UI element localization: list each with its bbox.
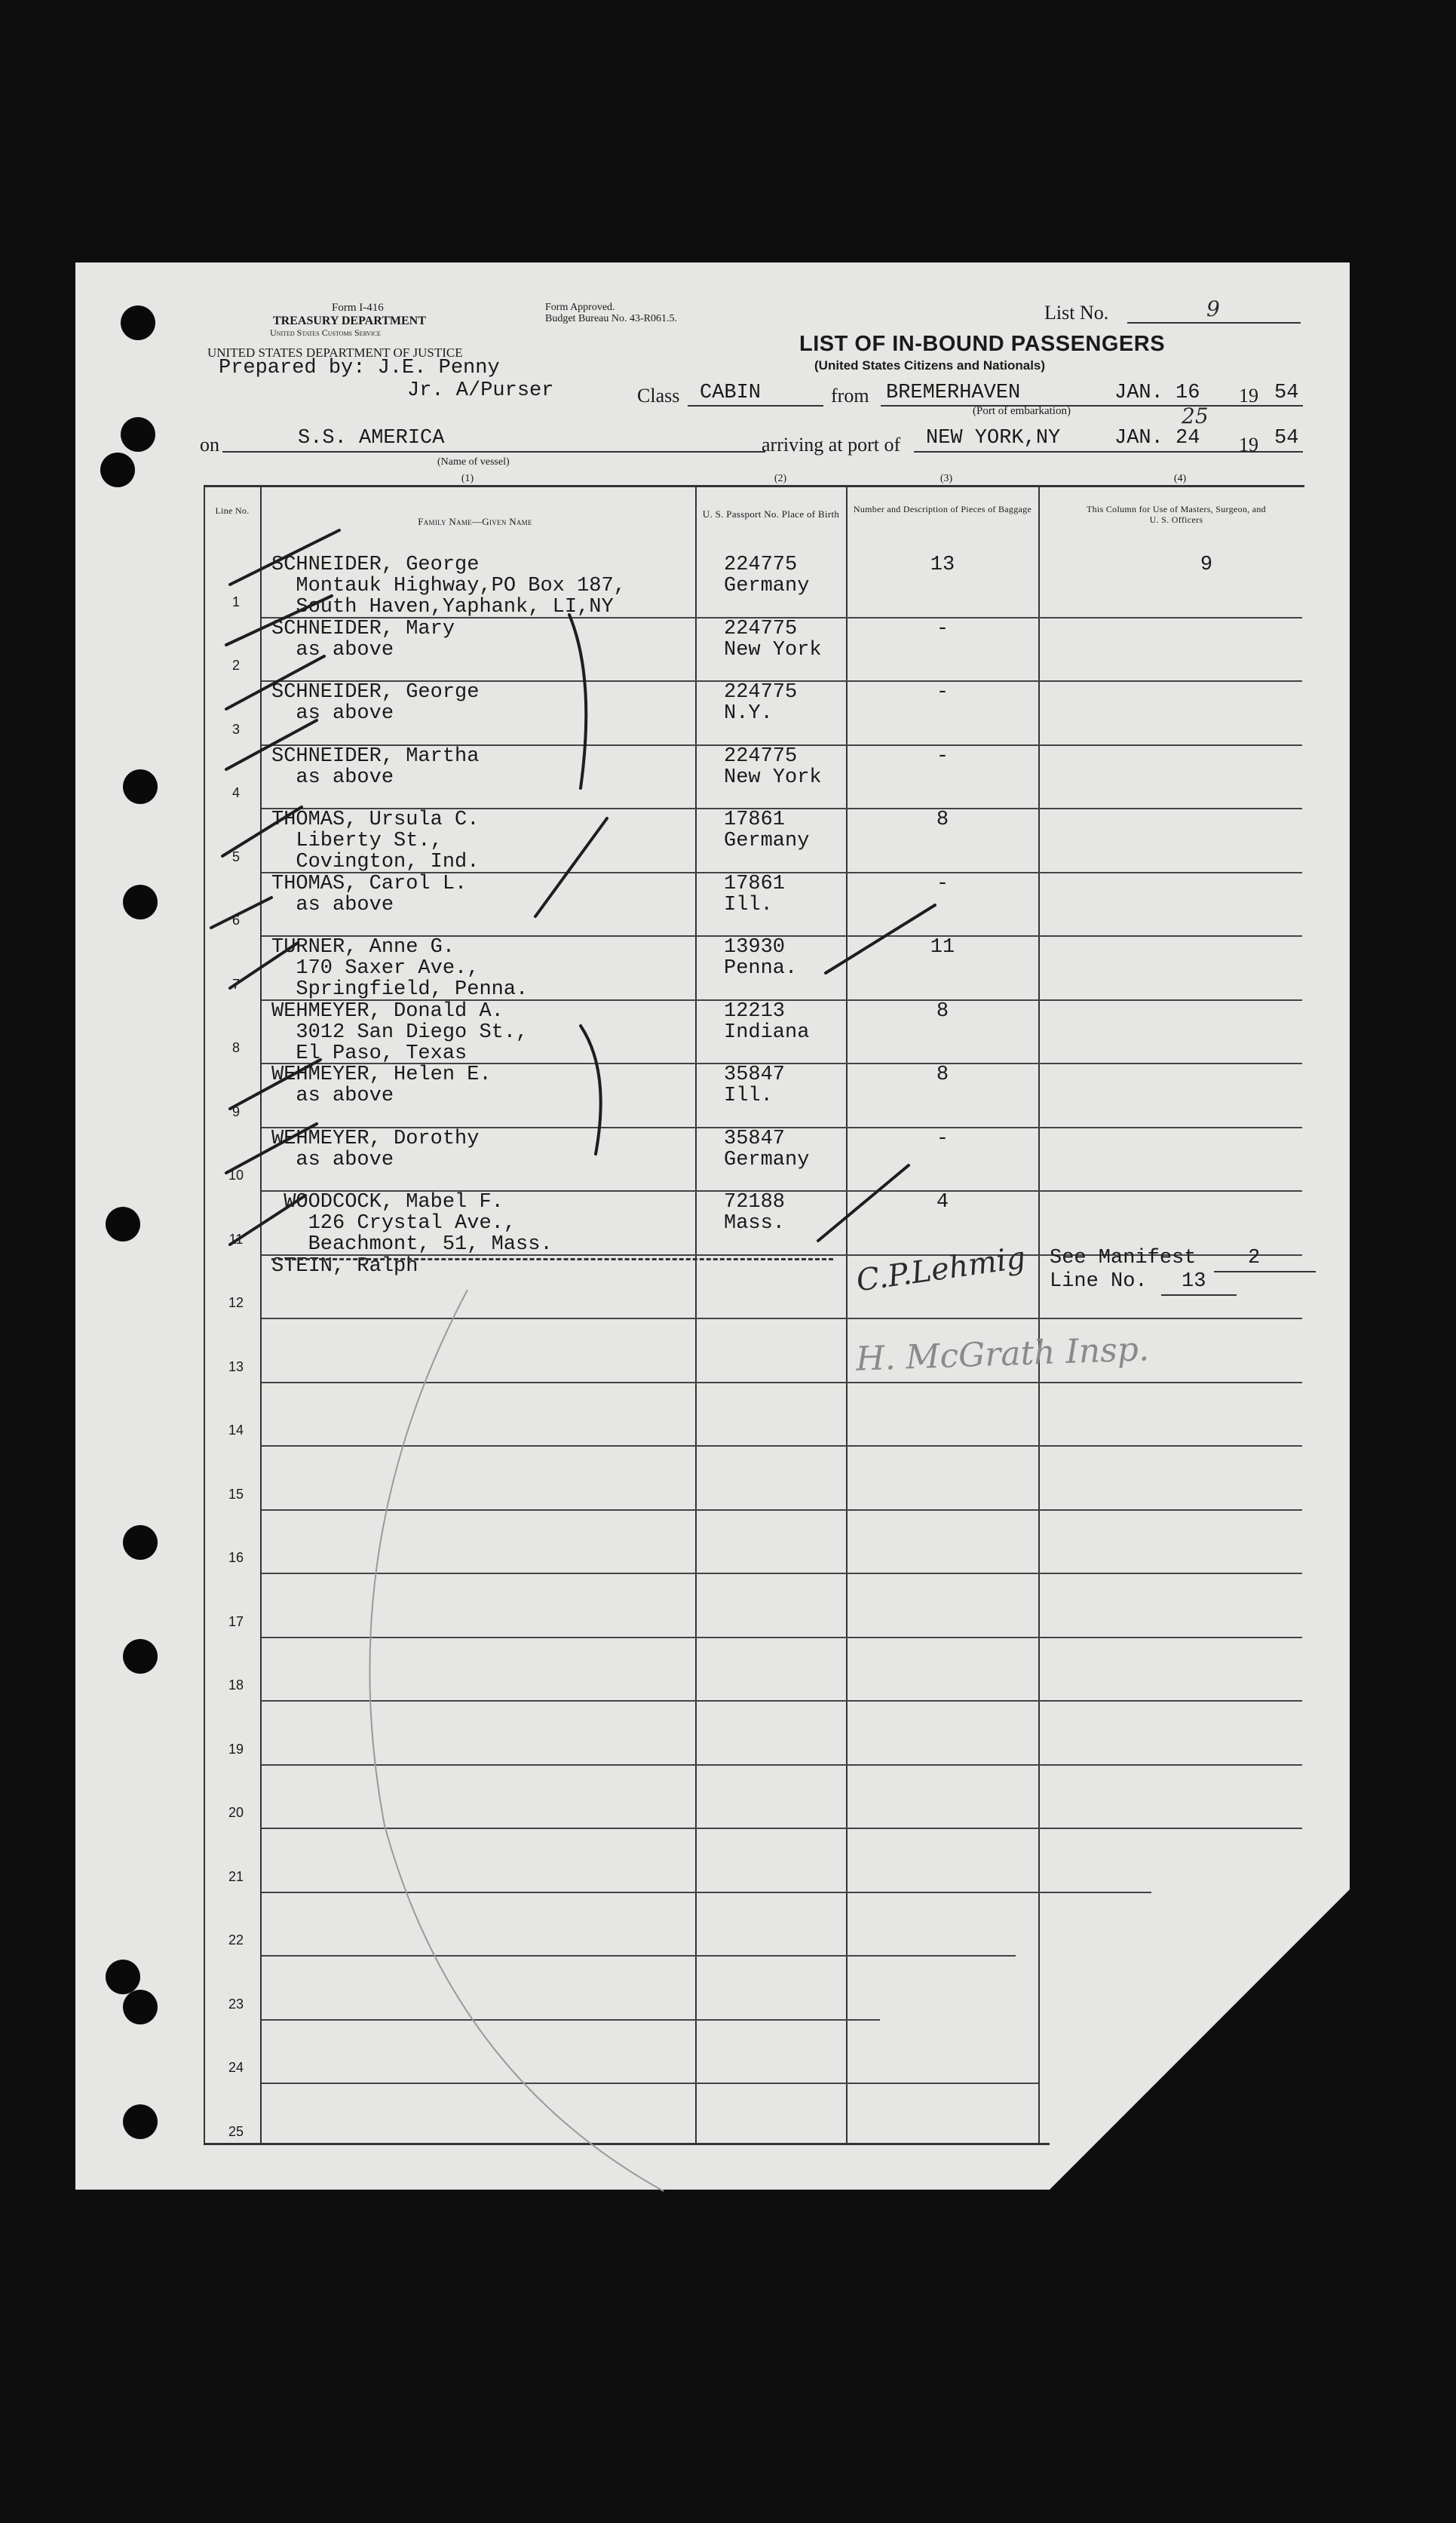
line-number: 1 xyxy=(231,594,240,609)
line-number: 12 xyxy=(228,1295,244,1310)
passenger-name: SCHNEIDER, George Montauk Highway,PO Box 187, South Haven,Yaphank, LI,NY xyxy=(271,554,626,618)
check-stroke xyxy=(222,807,302,856)
arrival-date: JAN. 24 xyxy=(1114,427,1200,450)
arrival-year-prefix: 19 xyxy=(1239,434,1258,456)
manifest-line-value: 13 xyxy=(1182,1270,1206,1293)
line-number: 11 xyxy=(228,1231,244,1247)
passport-birthplace: 13930 Penna. xyxy=(724,936,798,980)
col-head-officers: This Column for Use of Masters, Surgeon, and U. S. Officers xyxy=(1087,504,1266,525)
vessel-note: (Name of vessel) xyxy=(437,456,510,468)
arrival-year: 54 xyxy=(1274,427,1299,450)
line-number: 5 xyxy=(231,849,240,864)
bracket-stroke xyxy=(581,1026,601,1154)
check-stroke xyxy=(226,656,324,709)
passport-birthplace: 12213 Indiana xyxy=(724,999,810,1044)
budget-bureau: Budget Bureau No. 43-R061.5. xyxy=(545,313,677,324)
faint-arc xyxy=(369,1290,664,2191)
justice-dept: UNITED STATES DEPARTMENT OF JUSTICE xyxy=(207,345,463,360)
line-number: 10 xyxy=(228,1168,244,1183)
baggage-count: - xyxy=(936,1127,949,1150)
check-stroke xyxy=(230,530,339,585)
embark-year-prefix: 19 xyxy=(1239,385,1258,407)
check-stroke xyxy=(230,943,298,988)
check-stroke xyxy=(211,898,271,928)
line-number: 13 xyxy=(228,1358,244,1374)
line-number: 3 xyxy=(231,721,240,737)
check-stroke xyxy=(226,1124,317,1173)
arrival-date-correction: 25 xyxy=(1182,404,1209,428)
passport-birthplace: 224775 Germany xyxy=(724,554,810,597)
class-label: Class xyxy=(637,385,680,407)
check-stroke xyxy=(226,596,332,645)
class-value: CABIN xyxy=(700,382,762,404)
check-stroke xyxy=(230,1196,305,1245)
passenger-name: WEHMEYER, Helen E. as above xyxy=(271,1064,492,1107)
line-number: 8 xyxy=(231,1040,240,1055)
passenger-name: SCHNEIDER, Martha as above xyxy=(271,744,480,789)
passport-birthplace: 224775 N.Y. xyxy=(724,681,798,725)
baggage-count: - xyxy=(936,617,949,640)
bracket-stroke xyxy=(535,818,607,916)
baggage-count: 11 xyxy=(930,936,955,959)
line-number: 16 xyxy=(228,1550,244,1565)
see-manifest-value: 2 xyxy=(1248,1247,1261,1269)
line-number: 2 xyxy=(231,658,240,673)
signature-inspector-1: C.P.Lehmig xyxy=(854,1240,1028,1299)
baggage-count: 8 xyxy=(936,999,949,1023)
passport-birthplace: 35847 Germany xyxy=(724,1127,810,1171)
from-label: from xyxy=(831,385,869,407)
col-num-1: (1) xyxy=(461,473,474,484)
line-number: 17 xyxy=(228,1613,244,1629)
passport-birthplace: 17861 Germany xyxy=(724,809,810,852)
signature-inspector-2: H. McGrath Insp. xyxy=(855,1330,1150,1379)
list-no-value: 9 xyxy=(1206,296,1220,321)
check-stroke xyxy=(826,905,935,973)
passenger-name: TURNER, Anne G. 170 Saxer Ave., Springfield, Penna. xyxy=(271,936,529,1001)
passenger-name: THOMAS, Ursula C. Liberty St., Covington, Ind. xyxy=(271,809,480,873)
line-number: 22 xyxy=(228,1932,244,1947)
bracket-stroke xyxy=(569,615,586,788)
line-number: 24 xyxy=(228,2060,244,2075)
arriving-label: arriving at port of xyxy=(762,434,901,456)
passenger-name: THOMAS, Carol L. as above xyxy=(271,872,467,916)
form-number: Form I-416 xyxy=(332,302,384,314)
line-number: 7 xyxy=(231,976,240,992)
see-manifest-label: See Manifest xyxy=(1050,1247,1197,1269)
list-no-label: List No. xyxy=(1044,302,1109,324)
col-num-4: (4) xyxy=(1173,473,1187,484)
embark-date: JAN. 16 xyxy=(1114,382,1200,404)
baggage-count: 13 xyxy=(930,554,955,576)
vessel-name: S.S. AMERICA xyxy=(298,427,445,450)
manifest-line-label: Line No. xyxy=(1050,1270,1148,1293)
embark-note: (Port of embarkation) xyxy=(973,405,1071,417)
col-head-name: Family Name—Given Name xyxy=(418,516,532,527)
officer-notes: 9 xyxy=(1200,554,1213,576)
form-approved: Form Approved. xyxy=(545,302,615,313)
line-number: 6 xyxy=(231,913,240,928)
line-number: 18 xyxy=(228,1677,244,1693)
col-head-baggage: Number and Description of Pieces of Baggage xyxy=(853,504,1032,514)
check-stroke xyxy=(226,720,317,769)
baggage-count: 4 xyxy=(936,1191,949,1214)
line-number: 15 xyxy=(228,1486,244,1502)
passenger-name: WEHMEYER, Donald A. 3012 San Diego St., El Paso, Texas xyxy=(271,999,529,1065)
line-number: 25 xyxy=(228,2123,244,2139)
col-head-line: Line No. xyxy=(215,505,250,516)
passport-birthplace: 35847 Ill. xyxy=(724,1064,786,1107)
check-stroke xyxy=(230,1060,320,1109)
line-number: 23 xyxy=(228,1996,244,2012)
prepared-by: Prepared by: J.E. Penny xyxy=(219,357,500,379)
treasury-dept: TREASURY DEPARTMENT xyxy=(273,315,426,327)
baggage-count: - xyxy=(936,872,949,895)
line-number: 21 xyxy=(228,1868,244,1884)
col-head-passport: U. S. Passport No. Place of Birth xyxy=(702,508,840,520)
form-title: LIST OF IN-BOUND PASSENGERS xyxy=(799,332,1166,356)
col-num-3: (3) xyxy=(940,473,953,484)
baggage-count: - xyxy=(936,681,949,704)
passenger-name: WEHMEYER, Dorothy as above xyxy=(271,1127,480,1171)
form-subtitle: (United States Citizens and Nationals) xyxy=(814,358,1046,373)
line-number: 9 xyxy=(231,1103,240,1119)
embark-port: BREMERHAVEN xyxy=(886,382,1021,404)
line-number: 14 xyxy=(228,1423,244,1438)
passport-birthplace: 224775 New York xyxy=(724,744,822,789)
baggage-count: 8 xyxy=(936,809,949,831)
col-num-2: (2) xyxy=(774,473,787,484)
passenger-name: SCHNEIDER, George as above xyxy=(271,681,480,725)
check-stroke xyxy=(818,1165,909,1241)
passport-birthplace: 224775 New York xyxy=(724,617,822,661)
prepared-by-title: Jr. A/Purser xyxy=(407,379,554,402)
line-number: 20 xyxy=(228,1805,244,1820)
arrival-port: NEW YORK,NY xyxy=(926,427,1061,450)
passport-birthplace: 17861 Ill. xyxy=(724,872,786,916)
passport-birthplace: 72188 Mass. xyxy=(724,1191,786,1235)
passenger-name: STEIN, Ralph xyxy=(271,1254,418,1278)
embark-year: 54 xyxy=(1274,382,1299,404)
customs-service: United States Customs Service xyxy=(270,327,381,338)
passenger-name: WOODCOCK, Mabel F. 126 Crystal Ave., Beachmont, 51, Mass. xyxy=(284,1191,553,1256)
passenger-name: SCHNEIDER, Mary as above xyxy=(271,617,455,661)
line-number: 19 xyxy=(228,1741,244,1757)
baggage-count: - xyxy=(936,744,949,768)
baggage-count: 8 xyxy=(936,1064,949,1086)
line-number: 4 xyxy=(231,785,240,800)
on-label: on xyxy=(200,434,219,456)
